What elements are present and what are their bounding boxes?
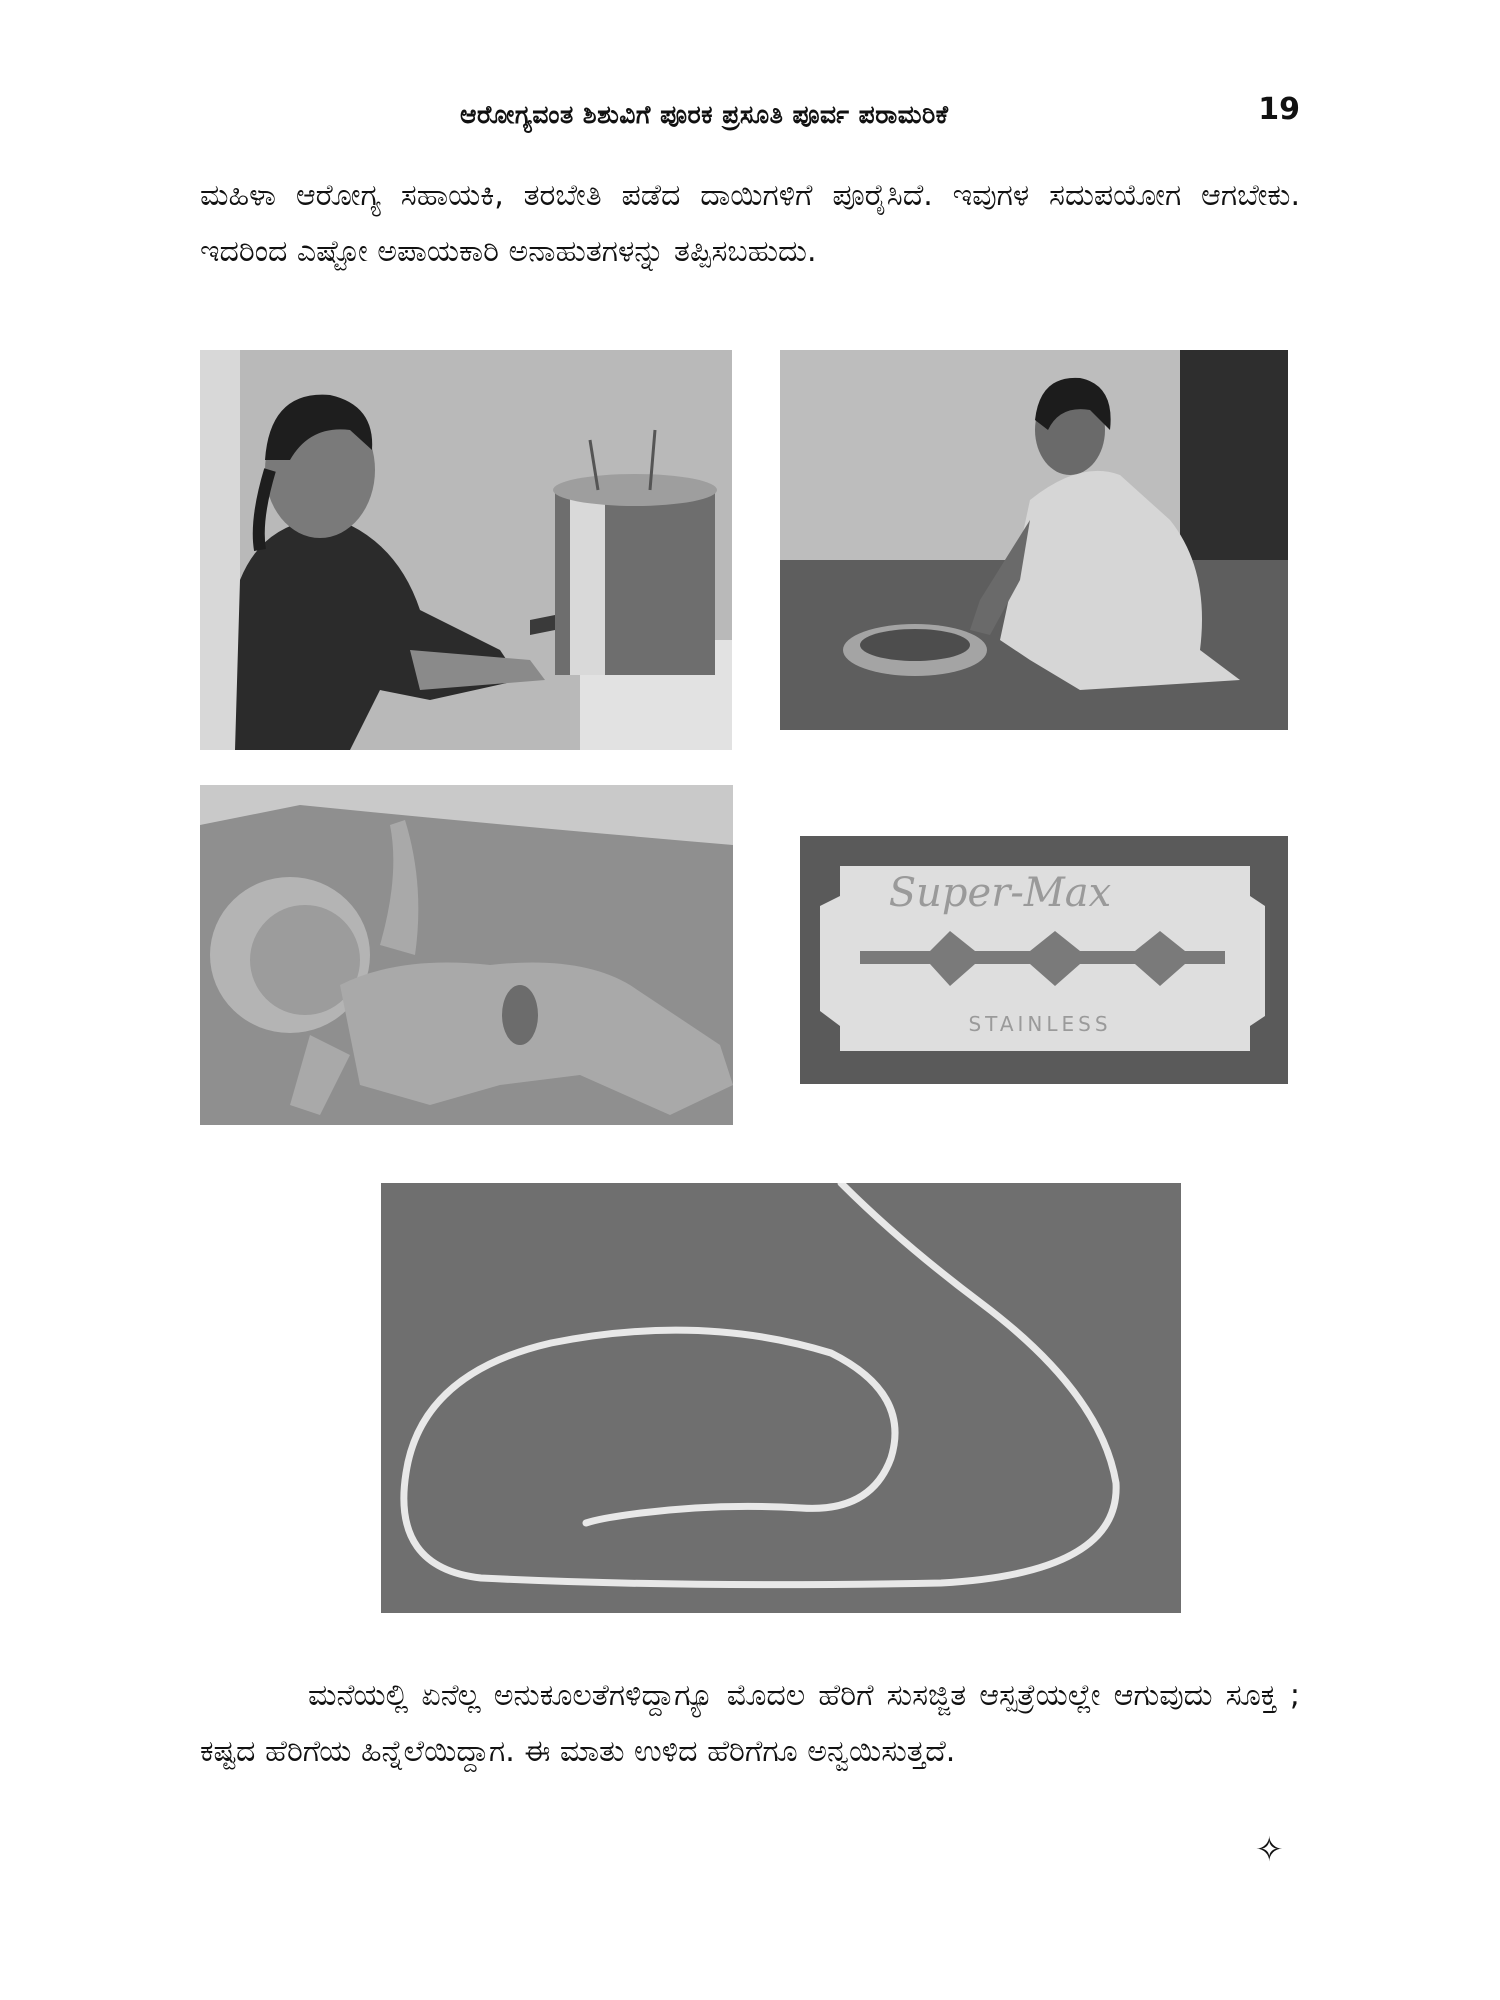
blade-stamp-text: STAINLESS — [968, 1012, 1112, 1036]
end-ornament-icon: ✧ — [1255, 1830, 1284, 1870]
blade-brand-text: Super-Max — [888, 870, 1112, 916]
photo-handwashing — [200, 350, 732, 750]
photo-newborn-baby — [200, 785, 733, 1125]
running-head: ಆರೋಗ್ಯವಂತ ಶಿಶುವಿಗೆ ಪೂರಕ ಪ್ರಸೂತಿ ಪೂರ್ವ ಪರಾಮರಿಕೆ — [460, 100, 949, 129]
photo-razor-blade — [800, 836, 1288, 1084]
photo-thread — [381, 1183, 1181, 1613]
paragraph-2: ಮನೆಯಲ್ಲಿ ಏನೆಲ್ಲ ಅನುಕೂಲತೆಗಳಿದ್ದಾಗ್ಯೂ ಮೊದಲ ಹೆರಿಗೆ ಸುಸಜ್ಜಿತ ಆಸ್ಪತ್ರೆಯಲ್ಲೇ ಆಗುವುದು ಸೂಕ್ತ ; ಕಷ್ಟದ ಹೆರಿಗೆಯ ಹಿನ್ನೆಲೆಯಿದ್ದಾಗ. ಈ ಮಾತು ಉಳಿದ ಹೆರಿಗೆಗೂ ಅನ್ವಯಿಸುತ್ತದೆ. — [200, 1678, 1300, 1769]
photo-woman-with-basin — [780, 350, 1288, 730]
paragraph-1: ಮಹಿಳಾ ಆರೋಗ್ಯ ಸಹಾಯಕಿ, ತರಬೇತಿ ಪಡೆದ ದಾಯಿಗಳಿಗೆ ಪೂರೈಸಿದೆ. ಇವುಗಳ ಸದುಪಯೋಗ ಆಗಬೇಕು. ಇದರಿಂದ ಎಷ್ಟೋ ಅಪಾಯಕಾರಿ ಅನಾಹುತಗಳನ್ನು ತಪ್ಪಿಸಬಹುದು. — [200, 178, 1300, 269]
page-header — [200, 92, 1300, 132]
page-number: 19 — [1258, 92, 1300, 127]
